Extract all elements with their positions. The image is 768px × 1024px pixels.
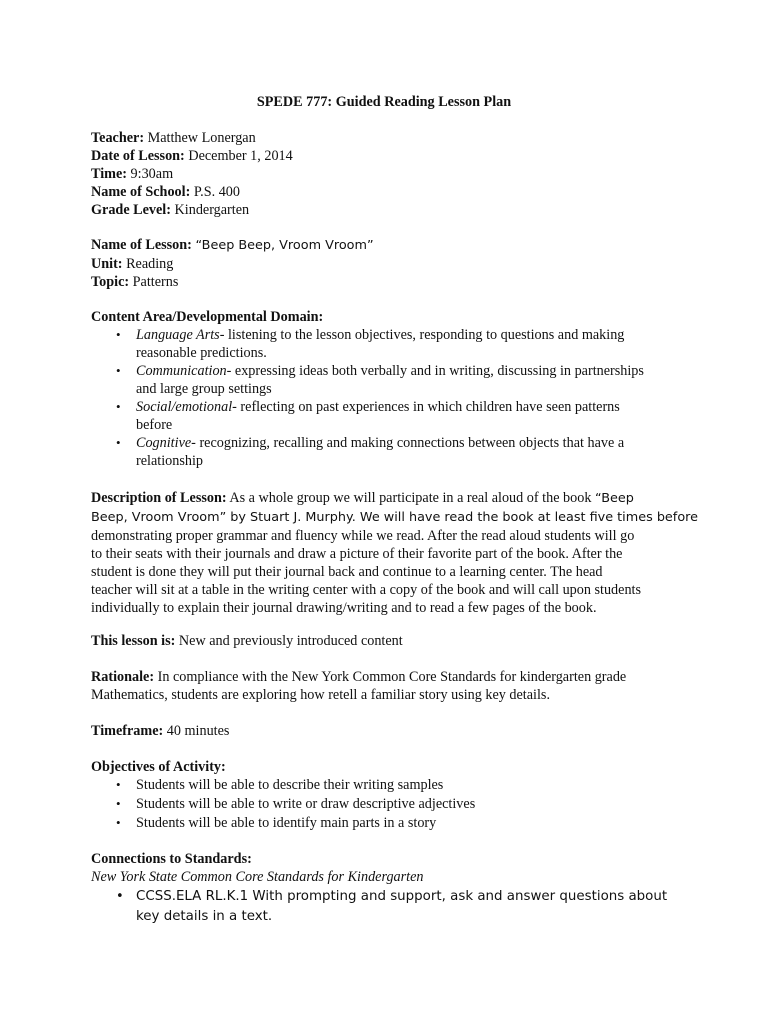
grade-label: Grade Level: <box>91 202 171 218</box>
description-line-4: to their seats with their journals and draw a picture of their favorite part of the book. After the <box>91 546 623 562</box>
lesson-name-line <box>91 236 691 255</box>
bullet-icon: • <box>116 889 124 904</box>
grade-value: Kindergarten <box>174 202 250 218</box>
content-area-heading-text: Content Area/Developmental Domain: <box>91 309 324 325</box>
standards-heading <box>91 850 691 868</box>
objectives-heading <box>91 758 691 776</box>
lesson-type-line <box>91 632 691 650</box>
objectives-section <box>91 758 691 832</box>
topic-label: Topic: <box>91 274 130 290</box>
lesson-type-value: New and previously introduced content <box>175 633 403 649</box>
date-line <box>91 147 691 165</box>
time-line <box>91 165 691 183</box>
topic-line <box>91 273 691 291</box>
domain-text: - recognizing, recalling and making connections between objects that have a <box>191 435 625 451</box>
list-item <box>91 776 691 794</box>
lesson-name-label: Name of Lesson: <box>91 237 192 253</box>
school-value: P.S. 400 <box>193 184 240 200</box>
time-value: 9:30am <box>130 166 174 182</box>
bullet-icon: • <box>116 363 121 378</box>
content-area-heading <box>91 308 691 326</box>
lesson-info <box>91 236 691 291</box>
domain-text: - expressing ideas both verbally and in writing, discussing in partnerships <box>226 363 644 379</box>
teacher-label: Teacher: <box>91 130 145 146</box>
timeframe-value: 40 minutes <box>163 723 230 739</box>
list-item <box>91 398 691 434</box>
lesson-type-section <box>91 632 691 650</box>
description-line-2 <box>91 508 698 527</box>
page-title: SPEDE 777: Guided Reading Lesson Plan <box>256 94 512 110</box>
lesson-type-label: This lesson is: <box>91 633 176 649</box>
bullet-icon: • <box>116 399 121 414</box>
description-text-sans: . We will have read the book at least five times before <box>351 510 698 525</box>
time-label: Time: <box>91 166 127 182</box>
objective-text: Students will be able to write or draw descriptive adjectives <box>136 796 476 812</box>
list-item <box>91 362 691 398</box>
standards-section <box>91 850 691 927</box>
teacher-info <box>91 129 691 219</box>
domain-text: - listening to the lesson objectives, responding to questions and making <box>219 327 625 343</box>
description-line-5: student is done they will put their journal back and continue to a learning center. The head <box>91 564 603 580</box>
rationale-line-1 <box>91 668 691 686</box>
description-line-7: individually to explain their journal drawing/writing and to read a few pages of the book. <box>91 600 597 616</box>
domain-text-cont: before <box>136 417 173 433</box>
grade-line <box>91 201 691 219</box>
date-label: Date of Lesson: <box>91 148 185 164</box>
lesson-name-value: “Beep Beep, Vroom Vroom” <box>195 238 374 253</box>
bullet-icon: • <box>116 815 121 830</box>
description-label: Description of Lesson: <box>91 490 227 506</box>
content-area-list <box>91 326 691 470</box>
timeframe-label: Timeframe: <box>91 723 164 739</box>
domain-text-cont: relationship <box>136 453 203 469</box>
domain-text: - reflecting on past experiences in which children have seen patterns <box>232 399 620 415</box>
rationale-label: Rationale: <box>91 669 155 685</box>
date-value: December 1, 2014 <box>188 148 293 164</box>
standards-heading-text: Connections to Standards: <box>91 851 252 867</box>
standards-list <box>91 887 691 927</box>
bullet-icon: • <box>116 327 121 342</box>
school-label: Name of School: <box>91 184 191 200</box>
standards-subheading <box>91 868 691 886</box>
description-line-1 <box>91 489 691 508</box>
description-section <box>91 489 698 617</box>
teacher-value: Matthew Lonergan <box>147 130 256 146</box>
description-text: As a whole group we will participate in a real aloud of the book <box>226 490 595 506</box>
standards-subheading-text: New York State Common Core Standards for Kindergarten <box>91 869 424 885</box>
teacher-line <box>91 129 691 147</box>
rationale-section <box>91 668 691 704</box>
standard-text: CCSS.ELA RL.K.1 With prompting and support, ask and answer questions about <box>136 889 668 904</box>
domain-term: Language Arts <box>136 327 220 343</box>
list-item <box>91 887 691 927</box>
rationale-text: In compliance with the New York Common Core Standards for kindergarten grade <box>154 669 627 685</box>
objectives-list <box>91 776 691 832</box>
list-item <box>91 434 691 470</box>
description-text-sans: Beep, Vroom Vroom” by Stuart J. Murphy <box>91 510 352 525</box>
content-area-section <box>91 308 691 470</box>
objective-text: Students will be able to identify main parts in a story <box>136 815 437 831</box>
standard-text-cont: key details in a text. <box>136 909 273 924</box>
list-item <box>91 326 691 362</box>
description-text-sans: “Beep <box>594 491 634 506</box>
domain-term: Communication <box>136 363 227 379</box>
school-line <box>91 183 691 201</box>
rationale-line-2: Mathematics, students are exploring how retell a familiar story using key details. <box>91 687 551 703</box>
unit-value: Reading <box>126 256 174 272</box>
domain-text-cont: reasonable predictions. <box>136 345 267 361</box>
objective-text: Students will be able to describe their writing samples <box>136 777 444 793</box>
unit-label: Unit: <box>91 256 123 272</box>
topic-value: Patterns <box>132 274 179 290</box>
description-line-3: demonstrating proper grammar and fluency while we read. After the read aloud students will go <box>91 528 635 544</box>
objectives-heading-text: Objectives of Activity: <box>91 759 226 775</box>
list-item <box>91 814 691 832</box>
description-line-6: teacher will sit at a table in the writing center with a copy of the book and will call upon students <box>91 582 642 598</box>
bullet-icon: • <box>116 435 121 450</box>
domain-term: Social/emotional <box>136 399 233 415</box>
domain-text-cont: and large group settings <box>136 381 272 397</box>
unit-line <box>91 255 691 273</box>
domain-term: Cognitive <box>136 435 192 451</box>
bullet-icon: • <box>116 796 121 811</box>
bullet-icon: • <box>116 777 121 792</box>
timeframe-section <box>91 722 691 740</box>
list-item <box>91 795 691 813</box>
timeframe-line <box>91 722 691 740</box>
